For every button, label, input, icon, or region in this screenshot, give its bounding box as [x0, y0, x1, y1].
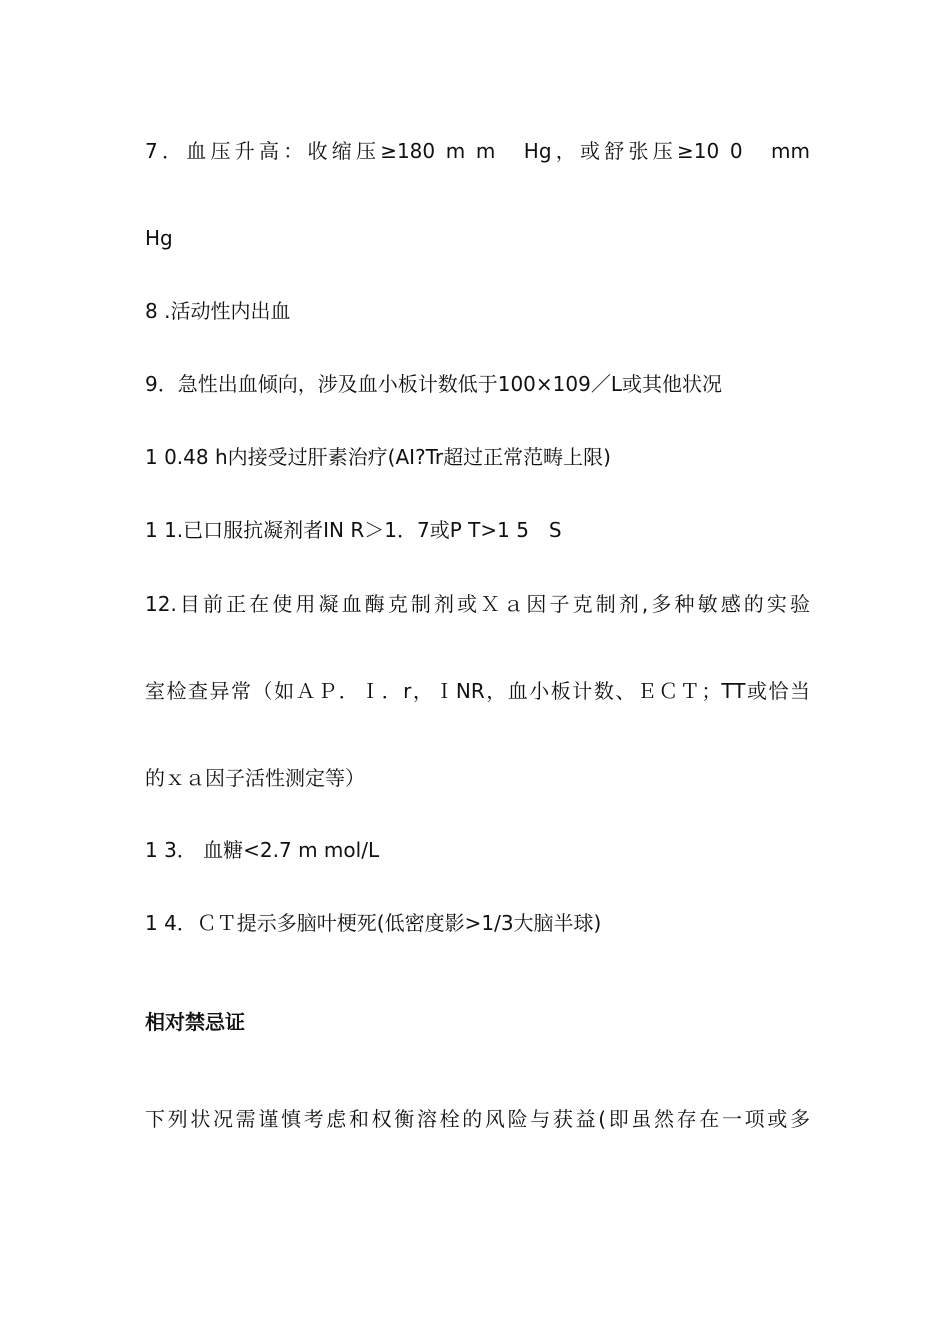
paragraph-line: 下列状况需谨慎考虑和权衡溶栓的风险与获益(即虽然存在一项或多 — [145, 1107, 810, 1131]
item-7-line-2: Hg — [145, 226, 173, 250]
item-11: 1 1.已口服抗凝剂者IN R＞1．7或P T>1 5 S — [145, 518, 562, 542]
item-10: 1 0.48 h内接受过肝素治疗(AI?Tr超过正常范畴上限) — [145, 445, 611, 469]
item-9: 9．急性出血倾向，涉及血小板计数低于100×109／L或其他状况 — [145, 372, 722, 396]
section-heading: 相对禁忌证 — [145, 1010, 245, 1034]
item-14: 1 4．ＣＴ提示多脑叶梗死(低密度影>1/3大脑半球) — [145, 911, 602, 935]
item-13: 1 3． 血糖<2.7 m mol/L — [145, 838, 380, 862]
item-12-line-1: 12.目前正在使用凝血酶克制剂或Ｘａ因子克制剂,多种敏感的实验 — [145, 592, 810, 616]
item-7-line-1: 7．血压升高：收缩压≥180 m m Hg，或舒张压≥10 0 mm — [145, 139, 810, 163]
item-8: 8 .活动性内出血 — [145, 299, 291, 323]
item-12-line-2: 室检查异常（如ＡＰ．Ｉ．r，ＩNR，血小板计数、ＥＣＴ；TT或恰当 — [145, 679, 810, 703]
item-12-line-3: 的ｘａ因子活性测定等） — [145, 766, 365, 790]
